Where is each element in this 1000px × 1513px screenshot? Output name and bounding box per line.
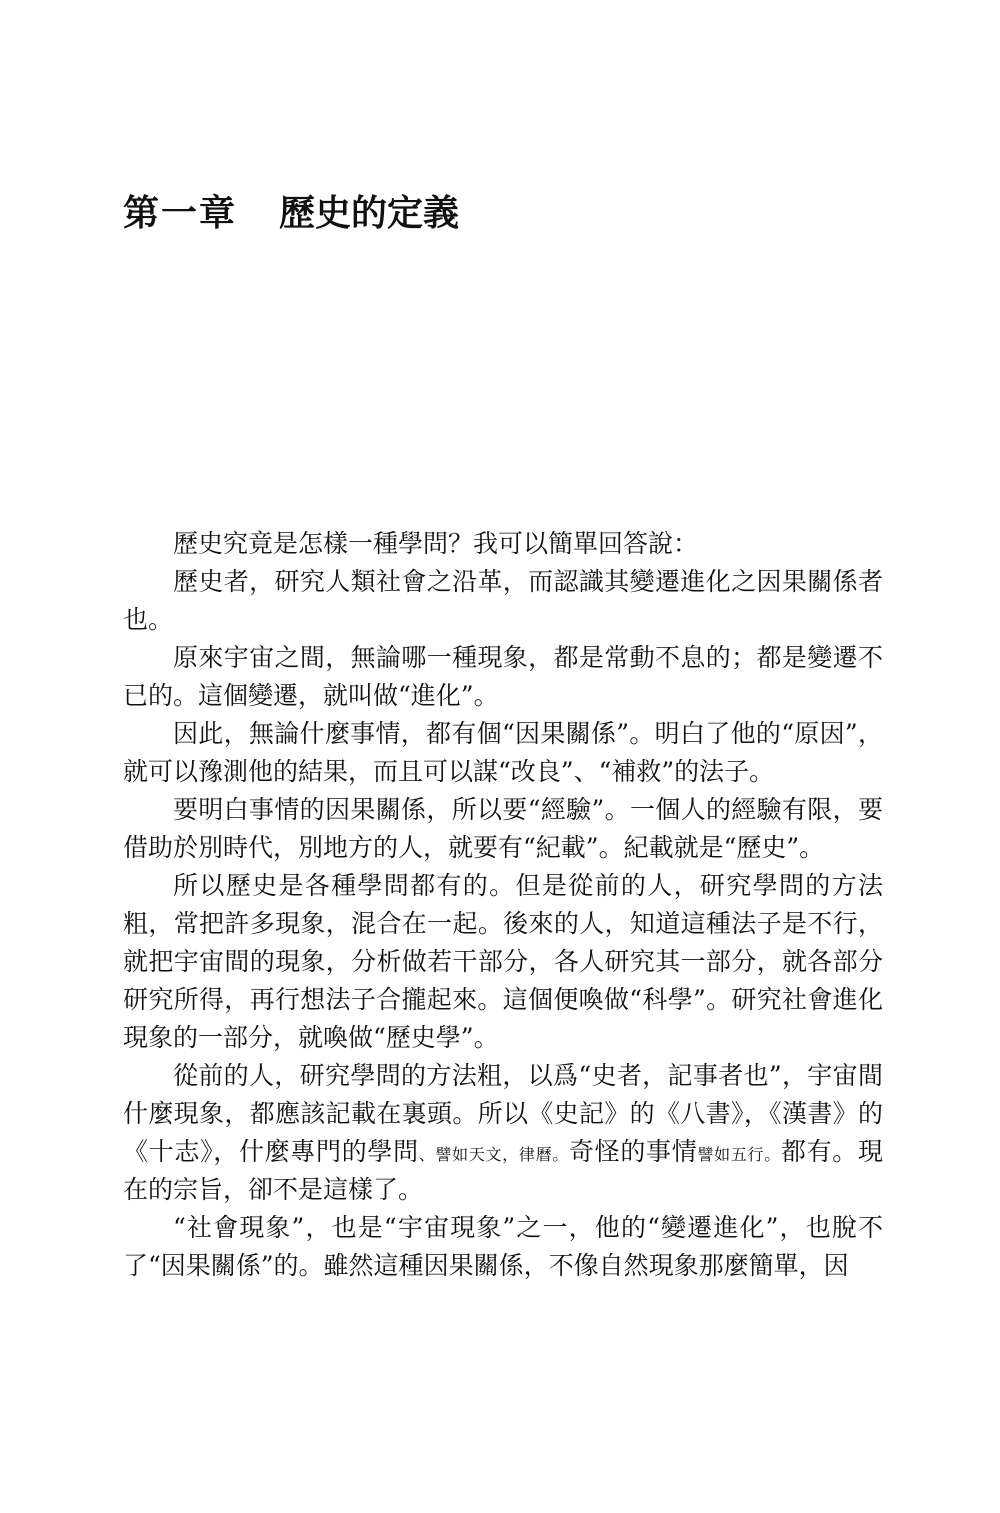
chapter-heading [123,187,459,239]
paragraph: 歷史者，研究人類社會之沿革，而認識其變遷進化之因果關係者也。 [123,567,883,634]
paragraph-text: 都有。現在的宗旨，卻不是這樣了。 [123,1137,883,1204]
paragraph: 原來宇宙之間，無論哪一種現象，都是常動不息的；都是變遷不已的。這個變遷，就叫做“進化”。 [123,643,883,710]
paragraph: 要明白事情的因果關係，所以要“經驗”。一個人的經驗有限，要借助於別時代，別地方的人，就要有“紀載”。紀載就是“歷史”。 [123,795,883,862]
chapter-title: 歷史的定義 [279,192,460,234]
inline-note: 、譬如天文，律曆。 [418,1145,569,1164]
paragraph: 所以歷史是各種學問都有的。但是從前的人，研究學問的方法粗，常把許多現象，混合在一起。後來的人，知道這種法子是不行，就把宇宙間的現象，分析做若干部分，各人研究其一部分，就各部分研究所得，再行想法子合攏起來。這個便喚做“科學”。研究社會進化現象的一部分，就喚做“歷史學”。 [123,871,883,1052]
paragraph: “社會現象”，也是“宇宙現象”之一，他的“變遷進化”，也脫不了“因果關係”的。雖然這種因果關係，不像自然現象那麼簡單，因 [123,1213,883,1280]
body-text [123,525,883,1285]
chapter-number: 第一章 [123,192,238,234]
paragraph-text: 從前的人，研究學問的方法粗，以爲“史者，記事者也”，宇宙間什麼現象，都應該記載在裏頭。所以《史記》的《八書》，《漢書》的《十志》，什麼專門的學問 [123,1061,883,1166]
paragraph [123,1057,883,1209]
paragraph: 歷史究竟是怎樣一種學問？我可以簡單回答說： [173,529,699,558]
paragraph: 因此，無論什麼事情，都有個“因果關係”。明白了他的“原因”，就可以豫測他的結果，而且可以謀“改良”、“補救”的法子。 [123,719,883,786]
paragraph-text: 奇怪的事情 [568,1137,698,1166]
inline-note: 譬如五行。 [697,1145,781,1164]
